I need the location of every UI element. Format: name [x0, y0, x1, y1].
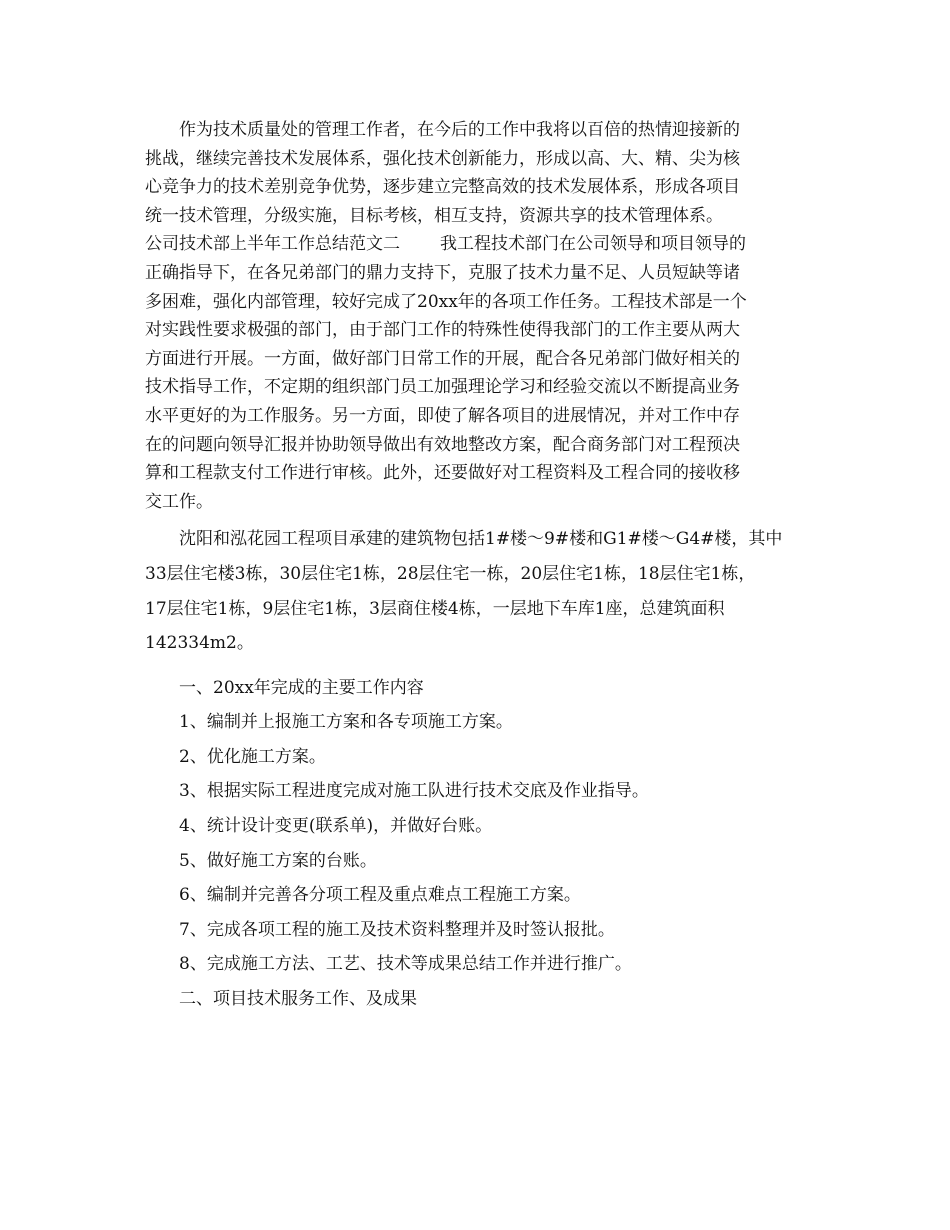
- list-item: 7、完成各项工程的施工及技术资料整理并及时签认报批。: [179, 919, 615, 940]
- heading-continuation: 我工程技术部门在公司领导和项目领导的: [440, 234, 746, 255]
- text-line: 对实践性要求极强的部门，由于部门工作的特殊性使得我部门的工作主要从两大: [145, 320, 740, 341]
- text-line: 挑战，继续完善技术发展体系，强化技术创新能力，形成以高、大、精、尖为核: [145, 148, 740, 169]
- section-heading: 公司技术部上半年工作总结范文二: [145, 234, 400, 255]
- paragraph-management-goals: [145, 116, 830, 230]
- text-line: 作为技术质量处的管理工作者，在今后的工作中我将以百倍的热情迎接新的: [179, 120, 740, 140]
- list-heading: 一、20xx年完成的主要工作内容: [179, 677, 424, 698]
- text-line: 交工作。: [145, 491, 213, 512]
- text-line: 技术指导工作，不定期的组织部门员工加强理论学习和经验交流以不断提高业务: [145, 377, 740, 398]
- text-line: 33层住宅楼3栋，30层住宅1栋，28层住宅一栋，20层住宅1栋，18层住宅1栋，: [145, 563, 756, 584]
- list-item: 8、完成施工方法、工艺、技术等成果总结工作并进行推广。: [179, 954, 632, 975]
- list-item: 1、编制并上报施工方案和各专项施工方案。: [179, 712, 513, 733]
- paragraph-project-overview: [145, 522, 830, 660]
- text-line: 方面进行开展。一方面，做好部门日常工作的开展，配合各兄弟部门做好相关的: [145, 348, 740, 369]
- work-content-list: [145, 671, 830, 1017]
- text-line: 多困难，强化内部管理，较好完成了20xx年的各项工作任务。工程技术部是一个: [145, 291, 747, 312]
- text-line: 17层住宅1栋，9层住宅1栋，3层商住楼4栋，一层地下车库1座，总建筑面积: [145, 598, 725, 619]
- text-line: 沈阳和泓花园工程项目承建的建筑物包括1#楼～9#楼和G1#楼～G4#楼，其中: [179, 529, 783, 550]
- heading-line: [145, 230, 830, 259]
- text-line: 水平更好的为工作服务。另一方面，即使了解各项目的进展情况，并对工作中存: [145, 405, 740, 426]
- text-line: 在的问题向领导汇报并协助领导做出有效地整改方案，配合商务部门对工程预决: [145, 434, 740, 455]
- list-item: 5、做好施工方案的台账。: [179, 850, 377, 871]
- text-line: 心竞争力的技术差别竞争优势，逐步建立完整高效的技术发展体系，形成各项目: [145, 177, 740, 198]
- list-item: 6、编制并完善各分项工程及重点难点工程施工方案。: [179, 885, 581, 906]
- list-item: 4、统计设计变更(联系单)，并做好台账。: [179, 816, 493, 837]
- text-line: 正确指导下，在各兄弟部门的鼎力支持下，克服了技术力量不足、人员短缺等诸: [145, 262, 740, 283]
- text-line: 142334m2。: [145, 633, 254, 654]
- list-item: 3、根据实际工程进度完成对施工队进行技术交底及作业指导。: [179, 781, 649, 802]
- list-heading: 二、项目技术服务工作、及成果: [179, 989, 417, 1010]
- list-item: 2、优化施工方案。: [179, 746, 326, 767]
- text-line: 算和工程款支付工作进行审核。此外，还要做好对工程资料及工程合同的接收移: [145, 463, 740, 484]
- text-line: 统一技术管理，分级实施，目标考核，相互支持，资源共享的技术管理体系。: [145, 205, 723, 226]
- paragraph-department-summary: [145, 230, 830, 516]
